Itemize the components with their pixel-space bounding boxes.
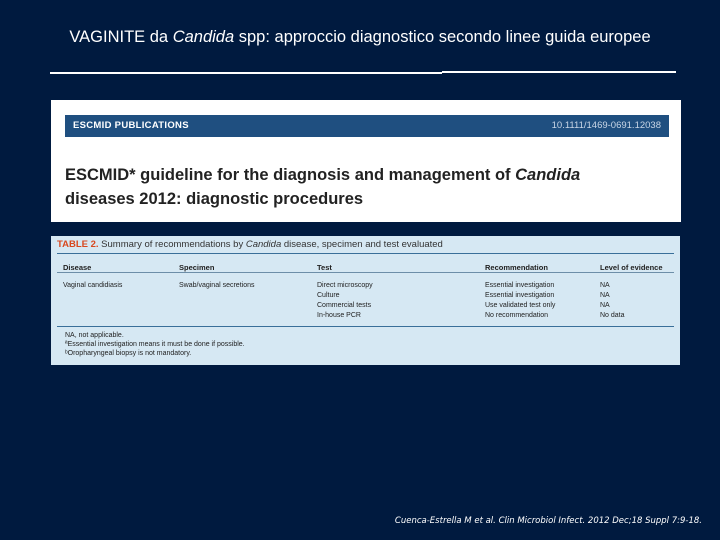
title-underline-right xyxy=(442,71,676,73)
table-caption xyxy=(57,239,443,250)
header-disease: Disease xyxy=(63,263,92,272)
paper-title xyxy=(65,163,665,211)
table-top-rule xyxy=(57,253,674,254)
cell-evidence: NA xyxy=(600,282,610,289)
table-caption-text: Summary of recommendations by xyxy=(98,239,246,250)
header-recommendation: Recommendation xyxy=(485,263,548,272)
cell-evidence: NA xyxy=(600,302,610,309)
cell-test: Commercial tests xyxy=(317,302,372,309)
title-underline-left xyxy=(50,72,442,74)
footnote: ᵇOropharyngeal biopsy is not mandatory. xyxy=(65,350,192,357)
table-caption-suffix: disease, specimen and test evaluated xyxy=(281,239,443,250)
header-specimen: Specimen xyxy=(179,263,215,272)
header-level-of-evidence: Level of evidence xyxy=(600,263,663,272)
cell-disease: Vaginal candidiasis xyxy=(63,282,123,289)
doi: 10.1111/1469-0691.12038 xyxy=(551,120,661,131)
paper-title-italic: Candida xyxy=(515,166,581,184)
cell-specimen: Swab/vaginal secretions xyxy=(179,282,255,289)
slide-title-suffix: spp: approccio diagnostico secondo linee guida europee xyxy=(234,28,651,46)
paper-title-part2: diseases 2012: diagnostic procedures xyxy=(65,190,364,208)
publication-banner xyxy=(65,115,669,137)
cell-evidence: No data xyxy=(600,312,625,319)
cell-recommendation: No recommendation xyxy=(485,312,549,319)
table-header-rule xyxy=(57,272,674,273)
table-body-rule xyxy=(57,326,674,327)
footnote: ªEssential investigation means it must be done if possible. xyxy=(65,341,245,348)
cell-test: Direct microscopy xyxy=(317,282,373,289)
slide-title-prefix: VAGINITE da xyxy=(69,28,173,46)
cell-recommendation: Essential investigation xyxy=(485,292,555,299)
header-test: Test xyxy=(317,263,332,272)
table-caption-italic: Candida xyxy=(245,239,282,250)
banner-label: ESCMID PUBLICATIONS xyxy=(73,120,189,131)
footnote: NA, not applicable. xyxy=(65,332,124,339)
table-caption-label: TABLE 2. xyxy=(57,239,99,250)
cell-test: In-house PCR xyxy=(317,312,361,319)
citation: Cuenca-Estrella M et al. Clin Microbiol Infect. 2012 Dec;18 Suppl 7:9-18. xyxy=(394,516,702,526)
cell-recommendation: Use validated test only xyxy=(485,302,556,309)
recommendation-table xyxy=(51,236,680,365)
cell-recommendation: Essential investigation xyxy=(485,282,555,289)
cell-test: Culture xyxy=(317,292,340,299)
paper-header-image xyxy=(51,100,681,222)
slide-title xyxy=(0,28,720,47)
paper-title-part1: ESCMID* guideline for the diagnosis and management of xyxy=(65,166,516,184)
cell-evidence: NA xyxy=(600,292,610,299)
slide-title-italic: Candida xyxy=(172,28,235,46)
